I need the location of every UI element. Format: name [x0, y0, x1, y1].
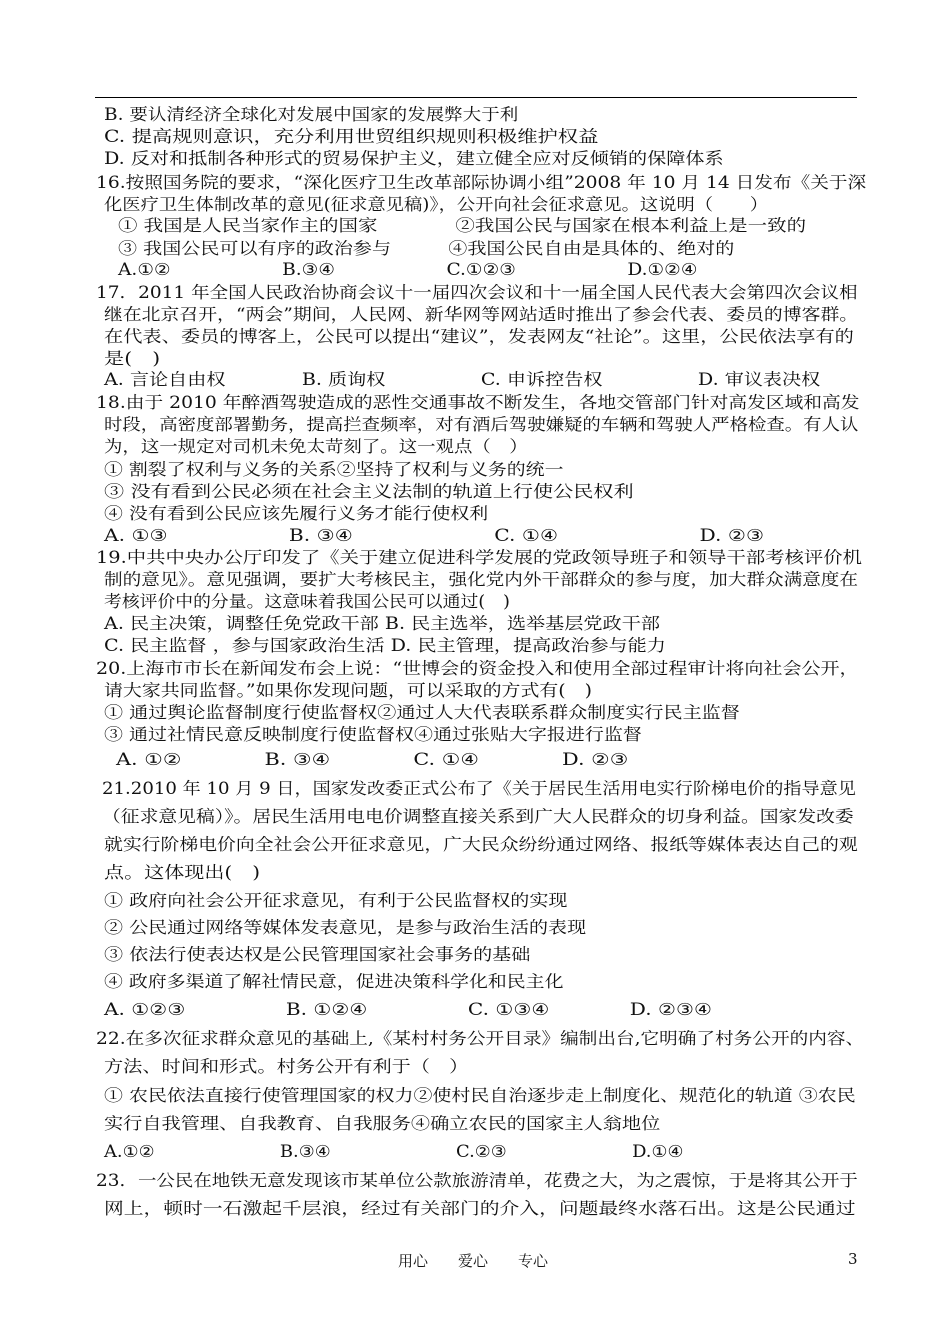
- text-line: 时段，高密度部署勤务，提高拦查频率，对有酒后驾驶嫌疑的车辆和驾驶人严格检查。有人认: [104, 415, 859, 434]
- text-line: 19.中共中央办公厅印发了《关于建立促进科学发展的党政领导班子和领导干部考核评价机: [96, 548, 862, 567]
- text-line: 为，这一规定对司机未免太苛刻了。这一观点（ ）: [104, 437, 528, 456]
- text-line: 20.上海市市长在新闻发布会上说：“世博会的资金投入和使用全部过程审计将向社会公开，: [96, 659, 859, 678]
- text-line: ③ 我国公民可以有序的政治参与 ④我国公民自由是具体的、绝对的: [118, 239, 735, 258]
- text-line: 继在北京召开，“两会”期间，人民网、新华网等网站适时推出了参会代表、委员的博客群。: [104, 305, 859, 324]
- text-line: 16.按照国务院的要求，“深化医疗卫生改革部际协调小组”2008 年 10 月 14 日发布《关于深: [96, 173, 867, 192]
- text-line: 网上，顿时一石激起千层浪，经过有关部门的介入，问题最终水落石出。这是公民通过: [104, 1199, 856, 1218]
- text-line: 是( ): [104, 349, 161, 368]
- text-line: 22.在多次征求群众意见的基础上,《某村村务公开目录》编制出台,它明确了村务公开的内容、: [96, 1029, 865, 1048]
- header-rule: [95, 97, 857, 98]
- text-line: A. ①②③ B. ①②④ C. ①③④ D. ②③④: [104, 1000, 713, 1019]
- text-line: ④ 政府多渠道了解社情民意，促进决策科学化和民主化: [104, 972, 564, 991]
- text-line: 在代表、委员的博客上，公民可以提出“建议”，发表网友“社论”。这里，公民依法享有的: [104, 327, 854, 346]
- text-line: ① 农民依法直接行使管理国家的权力②使村民自治逐步走上制度化、规范化的轨道 ③农民: [104, 1086, 856, 1105]
- text-line: 17．2011 年全国人民政治协商会议十一届四次会议和十一届全国人民代表大会第四次会议相: [96, 283, 858, 302]
- text-line: ① 政府向社会公开征求意见，有利于公民监督权的实现: [104, 891, 568, 910]
- text-line: （征求意见稿）》。居民生活用电电价调整直接关系到广大人民群众的切身利益。国家发改委: [102, 807, 854, 826]
- text-line: ③ 没有看到公民必须在社会主义法制的轨道上行使公民权利: [104, 482, 634, 501]
- text-line: ③ 依法行使表达权是公民管理国家社会事务的基础: [104, 945, 531, 964]
- text-line: 请大家共同监督。”如果你发现问题，可以采取的方式有( ): [104, 681, 592, 700]
- text-line: A. 言论自由权 B. 质询权 C. 申诉控告权 D. 审议表决权: [104, 370, 821, 389]
- text-line: ① 通过舆论监督制度行使监督权②通过人大代表联系群众制度实行民主监督: [104, 703, 740, 722]
- text-line: 21.2010 年 10 月 9 日，国家发改委正式公布了《关于居民生活用电实行阶梯电价的指导意见: [102, 779, 856, 798]
- text-line: C. 提高规则意识，充分利用世贸组织规则积极维护权益: [104, 127, 599, 146]
- text-line: ④ 没有看到公民应该先履行义务才能行使权利: [104, 504, 489, 523]
- text-line: B. 要认清经济全球化对发展中国家的发展弊大于利: [104, 105, 519, 124]
- text-line: 点。这体现出( ): [104, 863, 261, 882]
- text-line: A. ①② B. ③④ C. ①④ D. ②③: [116, 750, 629, 769]
- text-line: 化医疗卫生体制改革的意见(征求意见稿)》，公开向社会征求意见。这说明（ ）: [104, 195, 769, 214]
- text-line: A.①② B.③④ C.②③ D.①④: [104, 1142, 684, 1161]
- text-line: 18.由于 2010 年醉酒驾驶造成的恶性交通事故不断发生，各地交管部门针对高发区域和高发: [96, 393, 860, 412]
- text-line: A. ①③ B. ③④ C. ①④ D. ②③: [104, 526, 765, 545]
- text-line: C. 民主监督 ，参与国家政治生活 D. 民主管理，提高政治参与能力: [104, 636, 666, 655]
- text-line: 就实行阶梯电价向全社会公开征求意见，广大民众纷纷通过网络、报纸等媒体表达自己的观: [104, 835, 858, 854]
- text-line: 考核评价中的分量。这意味着我国公民可以通过( ): [104, 592, 511, 611]
- text-line: D. 反对和抵制各种形式的贸易保护主义，建立健全应对反倾销的保障体系: [104, 149, 724, 168]
- page-number: 3: [848, 1250, 858, 1268]
- text-line: 23．一公民在地铁无意发现该市某单位公款旅游清单，花费之大，为之震惊，于是将其公开于: [96, 1171, 858, 1190]
- text-line: A.①② B.③④ C.①②③ D.①②④: [118, 260, 698, 279]
- text-line: ① 我国是人民当家作主的国家 ②我国公民与国家在根本利益上是一致的: [118, 216, 807, 235]
- text-line: 实行自我管理、自我教育、自我服务④确立农民的国家主人翁地位: [104, 1114, 661, 1133]
- footer-motto: 用心 爱心 专心: [398, 1252, 549, 1270]
- text-line: 方法、时间和形式。村务公开有利于（ ）: [104, 1057, 469, 1076]
- text-line: 制的意见》。意见强调，要扩大考核民主，强化党内外干部群众的参与度，加大群众满意度在: [104, 570, 859, 589]
- text-line: ③ 通过社情民意反映制度行使监督权④通过张贴大字报进行监督: [104, 725, 642, 744]
- text-line: A. 民主决策，调整任免党政干部 B. 民主选举，选举基层党政干部: [104, 614, 660, 633]
- text-line: ② 公民通过网络等媒体发表意见，是参与政治生活的表现: [104, 918, 587, 937]
- text-line: ① 割裂了权利与义务的关系②坚持了权利与义务的统一: [104, 460, 564, 479]
